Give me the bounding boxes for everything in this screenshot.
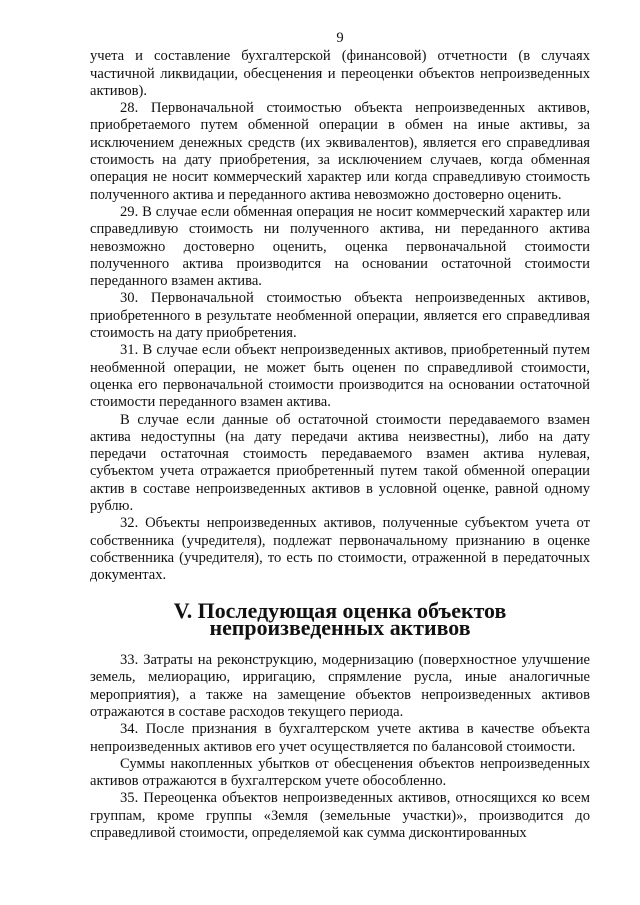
paragraph-31-second: В случае если данные об остаточной стоимости передаваемого взамен актива недоступны (на дату передачи актива неизвестны), либо на дату передачи остаточная стоимость передаваемого взамен актива нулевая, субъектом учета отражается приобретенный путем такой обменной операции актив в составе непроизведенных активов в условной оценке, равной одному рублю. [90, 411, 590, 515]
section-heading: V. Последующая оценка объектов непроизведенных активов [173, 597, 507, 640]
paragraph-30: 30. Первоначальной стоимостью объекта непроизведенных активов, приобретенного в результате необменной операции, является его справедливая стоимость на дату приобретения. [90, 290, 590, 342]
paragraph-34-second: Суммы накопленных убытков от обесценения объектов непроизведенных активов отражаются в бухгалтерском учете обособленно. [90, 755, 590, 790]
document-page [90, 30, 590, 842]
page-number: 9 [336, 30, 344, 46]
paragraph-35: 35. Переоценка объектов непроизведенных активов, относящихся ко всем группам, кроме группы «Земля (земельные участки)», производится до справедливой стоимости, определяемой как сумма дисконтированных [90, 790, 590, 842]
paragraph-continuation: учета и составление бухгалтерской (финансовой) отчетности (в случаях частичной ликвидации, обесценения и переоценки объектов непроизведенных активов). [90, 48, 590, 99]
paragraph-33: 33. Затраты на реконструкцию, модернизацию (поверхностное улучшение земель, мелиорацию, ирригацию, спрямление русла, иные аналогичные мероприятия), а также на замещение объектов непроизведенных активов отражаются в составе расходов текущего периода. [90, 652, 590, 720]
paragraph-29: 29. В случае если обменная операция не носит коммерческий характер или справедливую стоимость ни полученного актива, ни переданного актива невозможно достоверно оценить, оценка первоначальной стоимости полученного актива производится на основании остаточной стоимости переданного взамен актива. [90, 203, 590, 290]
paragraph-31: 31. В случае если объект непроизведенных активов, приобретенный путем необменной операции, не может быть оценен по справедливой стоимости, оценка его первоначальной стоимости производится на основании остаточной стоимости переданного взамен актива. [90, 342, 590, 411]
paragraph-28: 28. Первоначальной стоимостью объекта непроизведенных активов, приобретаемого путем обменной операции в обмен на иные активы, за исключением денежных средств (их эквивалентов), является его справедливая стоимость на дату приобретения, за исключением случаев, когда обменная операция не носит коммерческий характер или когда справедливую стоимость полученного актива и переданного актива невозможно достоверно оценить. [90, 100, 590, 203]
paragraph-32: 32. Объекты непроизведенных активов, полученные субъектом учета от собственника (учредителя), подлежат первоначальному признанию в оценке собственника (учредителя), то есть по стоимости, отраженной в передаточных документах. [90, 515, 590, 584]
paragraph-34: 34. После признания в бухгалтерском учете актива в качестве объекта непроизведенных активов его учет осуществляется по балансовой стоимости. [90, 721, 590, 755]
